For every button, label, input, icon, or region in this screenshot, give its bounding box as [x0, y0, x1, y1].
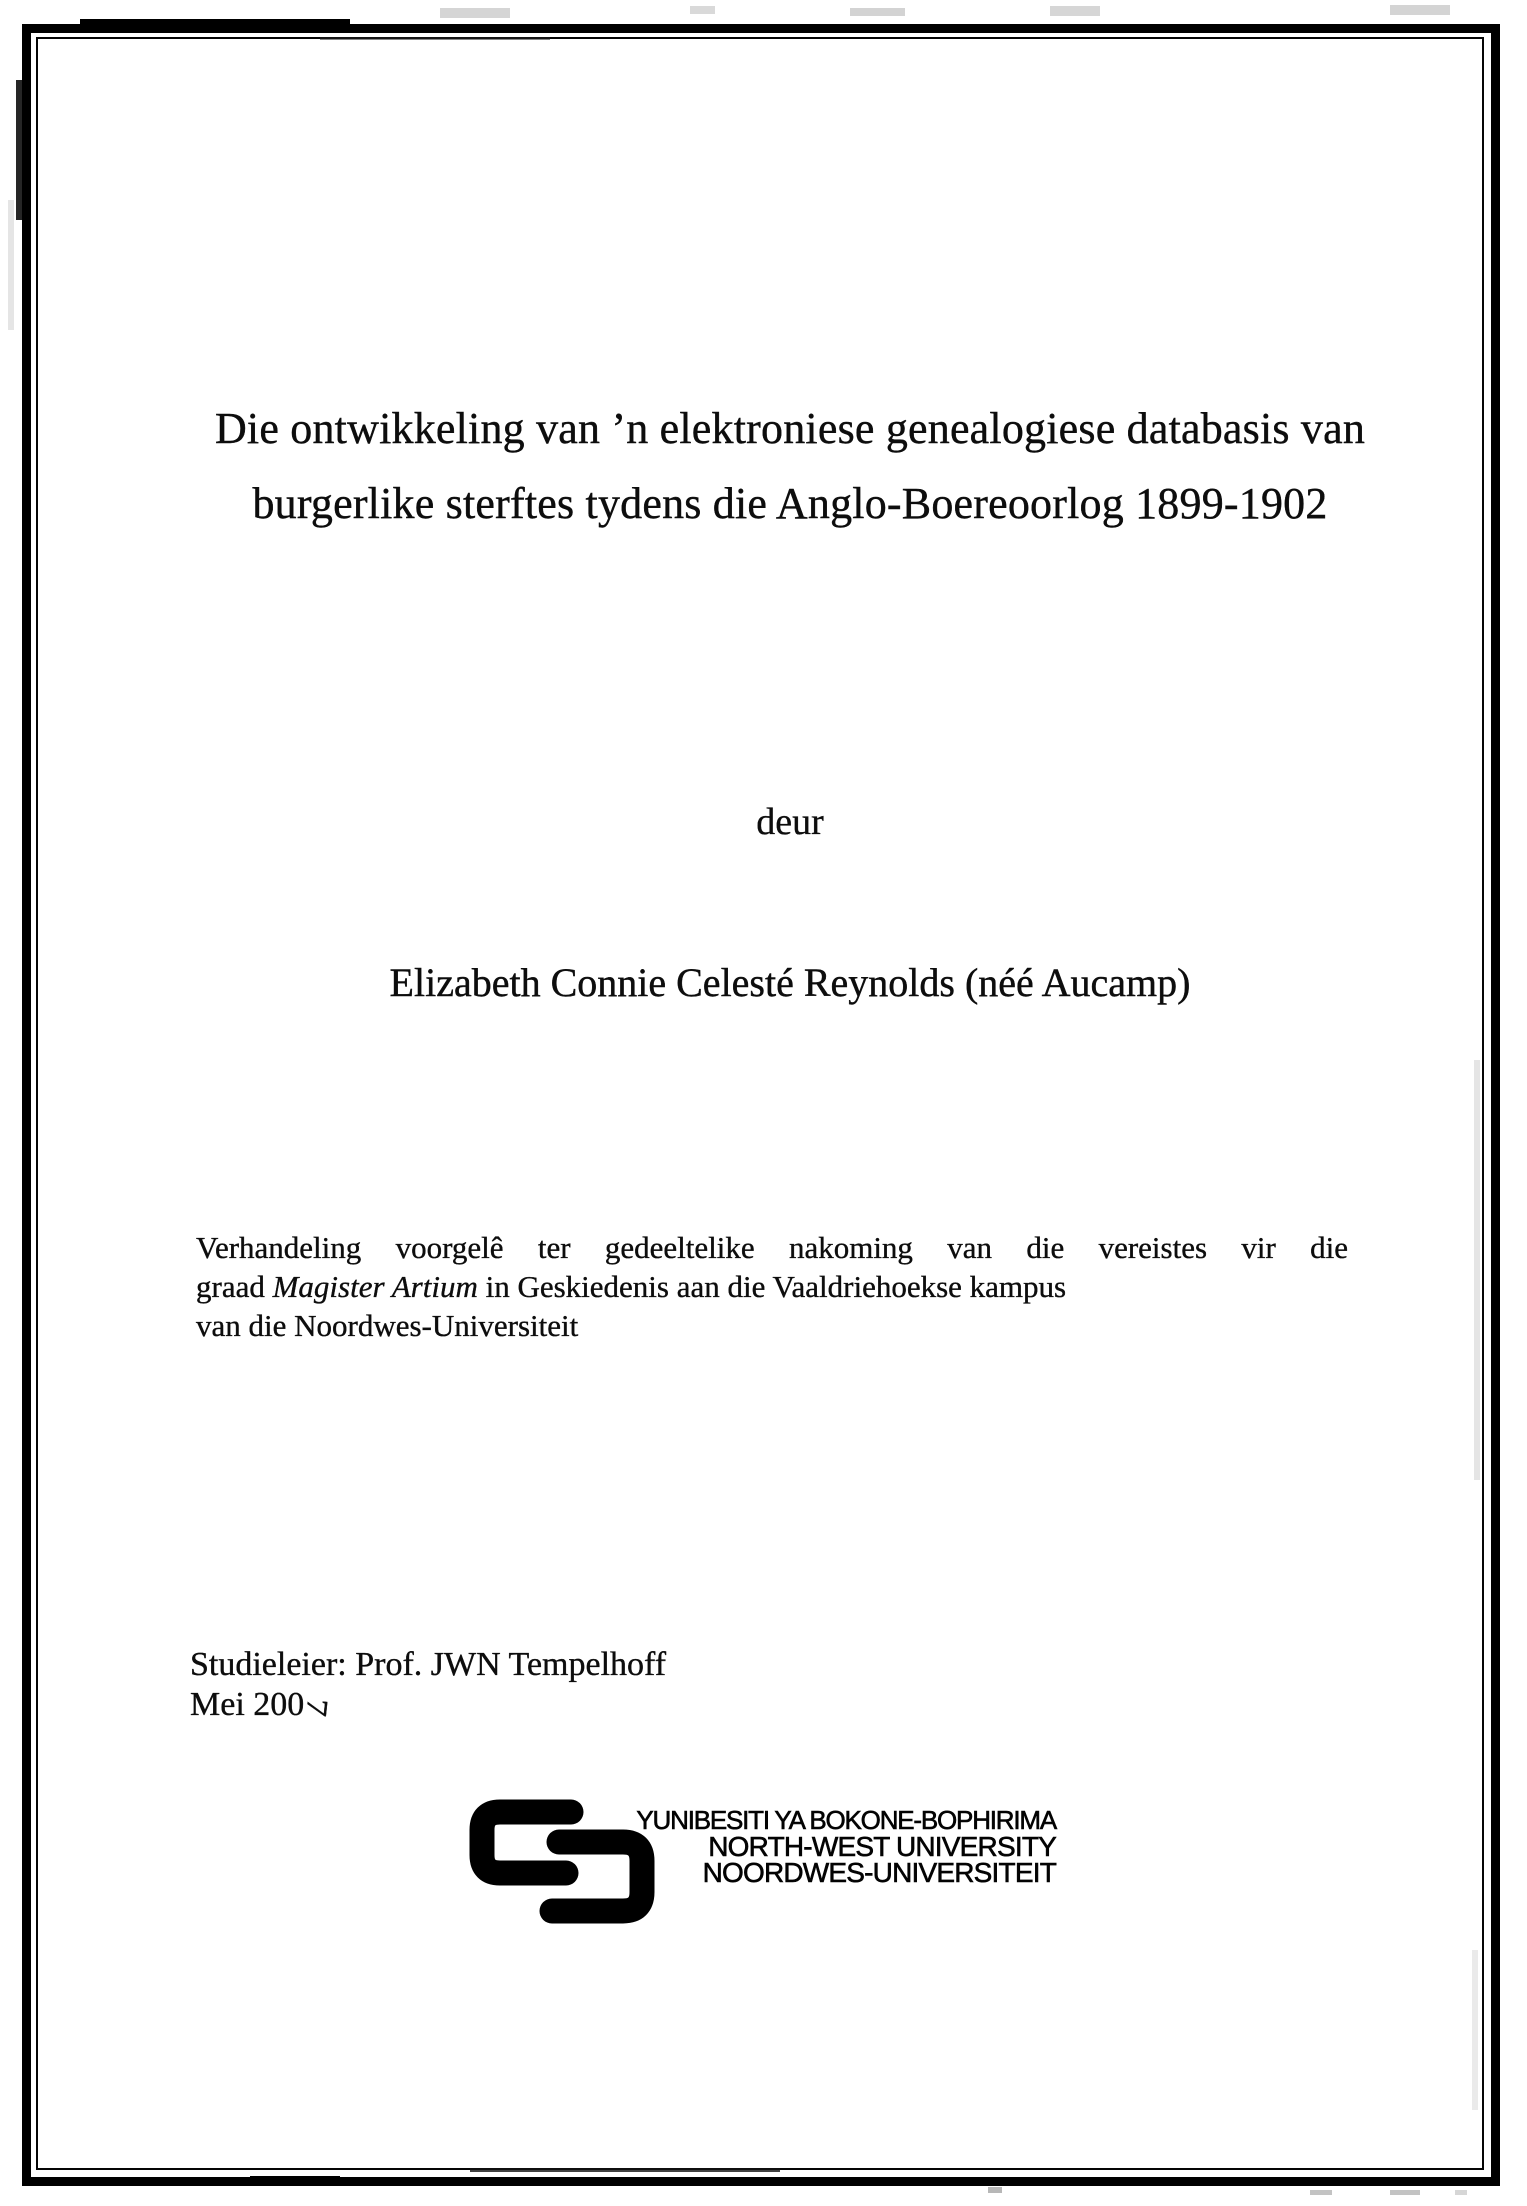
thesis-title-line1: Die ontwikkeling van ’n elektroniese genealogiese databasis van — [214, 404, 1366, 453]
scan-artifact — [1474, 1060, 1480, 1480]
degree-statement-line2-suffix: in Geskiedenis aan die Vaaldriehoekse kampus — [477, 1269, 1067, 1304]
scan-artifact — [440, 8, 510, 18]
degree-statement-line1: Verhandeling voorgelê ter gedeeltelike nakoming van die vereistes vir die — [196, 1230, 1348, 1265]
author-name: Elizabeth Connie Celesté Reynolds (néé Aucamp) — [389, 960, 1191, 1005]
nwu-logo-mark — [455, 1795, 655, 1925]
date-line — [190, 1685, 666, 1725]
scan-artifact — [1472, 1950, 1478, 2110]
scan-artifact — [16, 80, 26, 220]
scan-artifact — [320, 37, 550, 40]
scan-artifact — [470, 2168, 780, 2172]
scan-artifact — [250, 2176, 340, 2184]
degree-statement-line2 — [196, 1267, 1348, 1306]
scan-artifact — [690, 6, 715, 14]
nwu-logo-text-english: NORTH-WEST UNIVERSITY — [708, 1831, 1056, 1862]
nwu-logo-text-afrikaans: NOORDWES-UNIVERSITEIT — [702, 1857, 1056, 1888]
scan-artifact — [850, 8, 905, 16]
scan-artifact — [1310, 2190, 1332, 2195]
scan-artifact — [1390, 2190, 1420, 2195]
supervisor-block — [190, 1645, 666, 1725]
date-prefix: Mei 200 — [190, 1686, 305, 1723]
byline-deur: deur — [756, 801, 824, 843]
degree-statement — [196, 1228, 1348, 1345]
degree-statement-line2-prefix: graad — [196, 1269, 273, 1304]
scan-artifact — [1050, 6, 1100, 16]
scan-artifact — [1455, 2190, 1467, 2195]
nwu-logo-text-setswana: YUNIBESITI YA BOKONE-BOPHIRIMA — [636, 1805, 1056, 1835]
scan-artifact — [988, 2187, 1002, 2193]
degree-statement-line3: van die Noordwes-Universiteit — [196, 1308, 579, 1343]
date-last-digit: 7 — [299, 1696, 334, 1719]
supervisor-line: Studieleier: Prof. JWN Tempelhoff — [190, 1646, 667, 1683]
scan-artifact — [8, 200, 14, 330]
scan-artifact — [80, 19, 350, 27]
scan-artifact — [1390, 5, 1450, 15]
nwu-logo-text — [636, 1807, 1056, 1886]
degree-title-italic: Magister Artium — [272, 1269, 478, 1304]
thesis-title-line2: burgerlike sterftes tydens die Anglo-Boereoorlog 1899-1902 — [252, 479, 1328, 528]
